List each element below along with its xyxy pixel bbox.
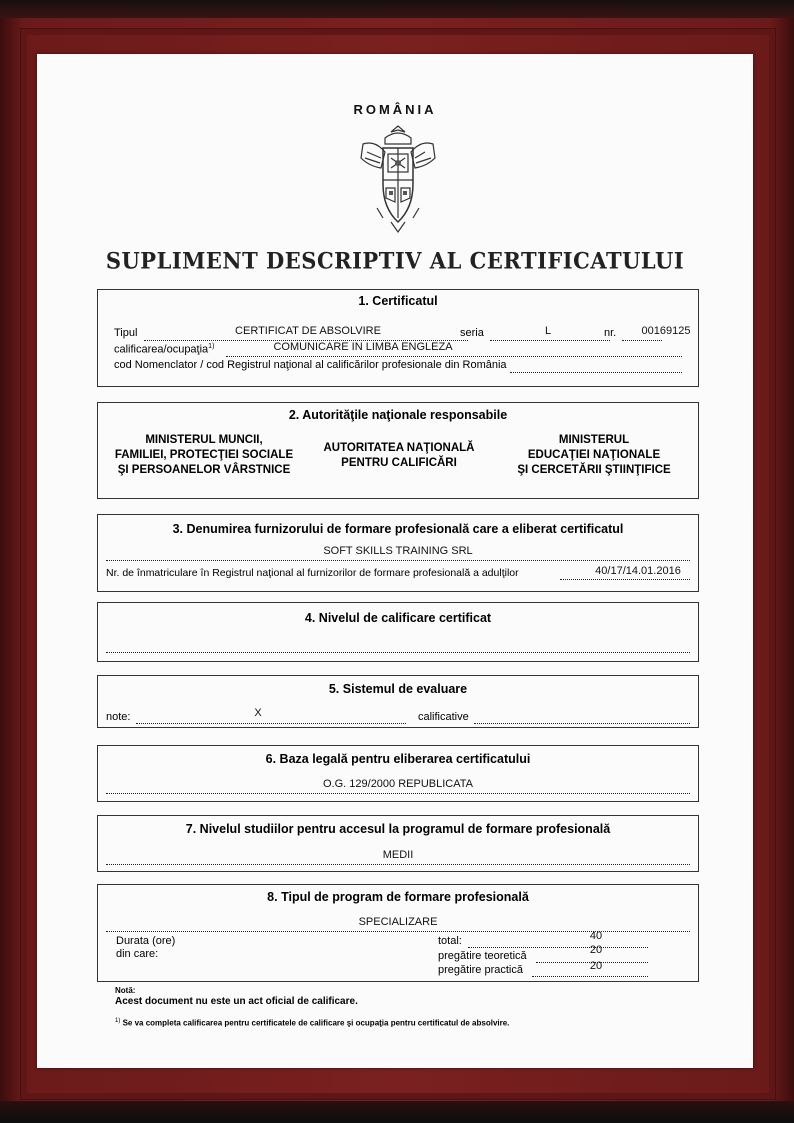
- study-level-dotted-line: [106, 864, 690, 865]
- authority-ministry-education: [496, 433, 692, 478]
- section-authorities: [97, 402, 699, 499]
- note-value: X: [254, 707, 262, 719]
- authority-line: MINISTERUL MUNCII,: [145, 434, 263, 446]
- section-provider: [97, 514, 699, 592]
- section-heading: 6. Baza legală pentru eliberarea certificatului: [265, 752, 531, 766]
- provider-name: SOFT SKILLS TRAINING SRL: [323, 545, 473, 557]
- footnote: [115, 1018, 509, 1028]
- section-certificate: [97, 289, 699, 387]
- legal-basis-dotted-line: [106, 793, 690, 794]
- section-heading: 5. Sistemul de evaluare: [328, 682, 468, 696]
- total-label: total:: [438, 935, 462, 947]
- certificate-paper: [37, 54, 753, 1068]
- din-care-label: din care:: [116, 948, 159, 960]
- footnote-mark: 1): [115, 1018, 121, 1024]
- cod-dotted-line: [510, 372, 682, 373]
- seria-dotted-line: [490, 340, 610, 341]
- section-heading: 4. Nivelul de calificare certificat: [304, 611, 492, 625]
- calificarea-label: [114, 343, 214, 356]
- authority-line: ŞI CERCETĂRII ŞTIINŢIFICE: [517, 464, 671, 476]
- legal-basis-value: O.G. 129/2000 REPUBLICATA: [323, 778, 473, 790]
- section-qualification-level: [97, 602, 699, 662]
- tip-label: Tipul: [114, 327, 138, 339]
- registry-value: 40/17/14.01.2016: [595, 565, 681, 577]
- section-legal-basis: [97, 745, 699, 802]
- nota-label: Notă:: [115, 986, 136, 995]
- authority-line: FAMILIEI, PROTECŢIEI SOCIALE: [114, 449, 294, 461]
- authority-national-qualifications: [304, 441, 494, 471]
- durata-label: Durata (ore): [116, 935, 176, 947]
- authority-line: PENTRU CALIFICĂRI: [341, 457, 457, 469]
- section-evaluation: [97, 675, 699, 728]
- section-heading: 2. Autorităţile naţionale responsabile: [288, 408, 508, 422]
- cod-label: cod Nomenclator / cod Registrul naţional al calificărilor profesionale din România: [114, 359, 507, 371]
- tip-value: CERTIFICAT DE ABSOLVIRE: [235, 325, 381, 337]
- authority-line: EDUCAŢIEI NAŢIONALE: [527, 449, 661, 461]
- authority-line: AUTORITATEA NAŢIONALĂ: [323, 442, 475, 454]
- country-heading: ROMÂNIA: [353, 102, 437, 117]
- level-dotted-line: [106, 652, 690, 653]
- footnote-mark: 1): [208, 343, 215, 350]
- document-title: SUPLIMENT DESCRIPTIV AL CERTIFICATULUI: [105, 247, 685, 274]
- section-heading: 1. Certificatul: [358, 294, 438, 308]
- theory-value: 20: [589, 944, 603, 956]
- footnote-text: Se va completa calificarea pentru certificatele de calificare şi ocupaţia pentru certificatul de absolvire.: [122, 1018, 510, 1028]
- authority-line: MINISTERUL: [558, 434, 630, 446]
- note-label: note:: [106, 711, 131, 723]
- coat-of-arms-icon: [355, 118, 441, 236]
- calificarea-label-text: calificarea/ocupaţia: [114, 343, 209, 356]
- nr-label: nr.: [604, 327, 617, 339]
- section-program-type: [97, 884, 699, 982]
- nota-text: Acest document nu este un act oficial de calificare.: [115, 996, 358, 1007]
- section-heading: 3. Denumirea furnizorului de formare profesională care a eliberat certificatul: [172, 522, 624, 536]
- frame-bottom-edge: [0, 1101, 794, 1123]
- total-value: 40: [589, 930, 603, 942]
- practice-dotted-line: [532, 976, 648, 977]
- calificarea-dotted-line: [226, 356, 682, 357]
- seria-value: L: [544, 325, 552, 337]
- program-type-value: SPECIALIZARE: [358, 916, 438, 928]
- registry-dotted-line: [560, 579, 690, 580]
- practice-label: pregătire practică: [438, 964, 523, 976]
- authority-ministry-labour: [106, 433, 302, 478]
- calificative-dotted-line: [474, 723, 690, 724]
- theory-label: pregătire teoretică: [438, 950, 527, 962]
- nr-value: 00169125: [641, 325, 691, 337]
- note-dotted-line: [136, 723, 406, 724]
- provider-dotted-line: [106, 560, 690, 561]
- section-heading: 7. Nivelul studiilor pentru accesul la programul de formare profesională: [185, 822, 611, 836]
- authority-line: ŞI PERSOANELOR VÂRSTNICE: [117, 464, 291, 476]
- study-level-value: MEDII: [382, 849, 414, 861]
- calificative-label: calificative: [418, 711, 469, 723]
- practice-value: 20: [589, 960, 603, 972]
- calificarea-value: COMUNICARE IN LIMBA ENGLEZA: [273, 341, 453, 353]
- section-heading: 8. Tipul de program de formare profesională: [267, 890, 529, 904]
- registry-label: Nr. de înmatriculare în Registrul naţional al furnizorilor de formare profesională a adulţilor: [106, 567, 519, 579]
- total-dotted-line: [468, 947, 648, 948]
- frame-top-edge: [0, 0, 794, 18]
- nr-dotted-line: [622, 340, 662, 341]
- seria-label: seria: [460, 327, 484, 339]
- section-study-level: [97, 815, 699, 872]
